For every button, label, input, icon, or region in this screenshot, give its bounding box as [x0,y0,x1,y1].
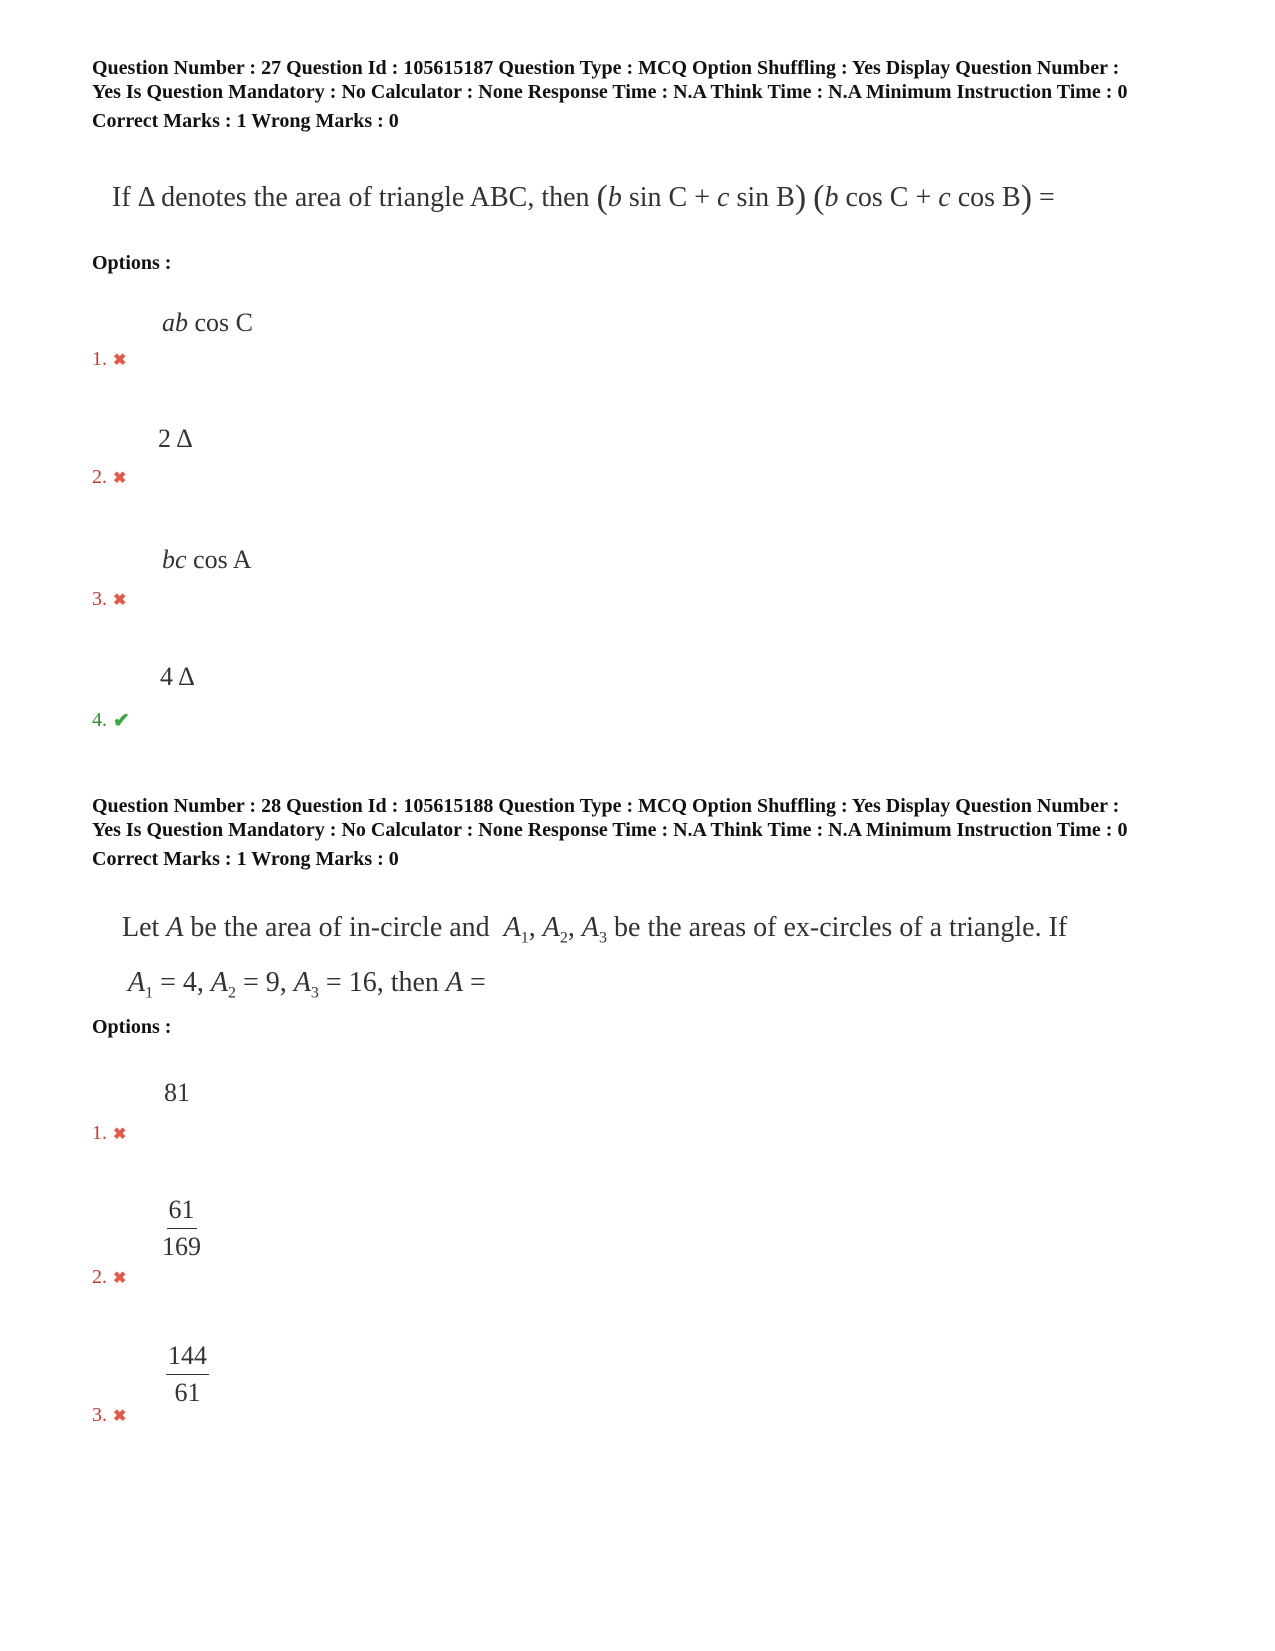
meta-line-3: Correct Marks : 1 Wrong Marks : 0 [92,848,399,870]
option-number: 2. [92,1266,107,1288]
q28-option-3[interactable] [92,1404,126,1427]
q27-option-4[interactable] [92,708,130,733]
option-number: 3. [92,1404,107,1426]
q28-option-2[interactable] [92,1266,126,1289]
fraction-numerator: 61 [167,1192,197,1229]
q28-option-3-value [166,1338,209,1411]
q27-option-4-value: 4 Δ [160,662,195,691]
question-28-line-2: $A_1 = 4$, $A_2 = 9$, $A_3 = 16$, then A = [128,966,486,1002]
question-27-options-label: Options : [92,252,172,274]
question-28-text [122,906,1067,1015]
fraction-denominator: 61 [174,1378,201,1407]
fraction-numerator: 144 [166,1338,209,1375]
q27-option-3[interactable] [92,588,126,611]
cross-icon: ✖ [113,591,127,609]
cross-icon: ✖ [113,469,127,487]
fraction-denominator: 169 [162,1232,201,1261]
question-27-text [112,176,1055,220]
option-number: 4. [92,709,107,731]
cross-icon: ✖ [113,351,127,369]
question-28-line-1: Let A be the area of in-circle and $A_1$, $A_2$, $A_3$ be the areas of ex-circles of a triangle. If [122,912,1068,947]
q27-option-3-value: bc cos A [162,545,252,574]
option-number: 3. [92,588,107,610]
q27-option-1-value: ab cos C [162,308,253,337]
q27-option-2-value: 2 Δ [158,424,193,453]
question-28-options-label: Options : [92,1016,172,1038]
meta-line-2: Yes Is Question Mandatory : No Calculator : None Response Time : N.A Think Time : N.A Minimum Instruction Time : 0 [92,819,1128,841]
meta-line-2: Yes Is Question Mandatory : No Calculator : None Response Time : N.A Think Time : N.A Minimum Instruction Time : 0 [92,81,1128,103]
check-icon: ✔ [113,710,130,732]
question-28-metadata [92,794,1202,871]
cross-icon: ✖ [113,1125,127,1143]
cross-icon: ✖ [113,1269,127,1287]
meta-line-1: Question Number : 27 Question Id : 105615187 Question Type : MCQ Option Shuffling : Yes Display Question Number : [92,57,1120,79]
q28-option-2-value [162,1192,201,1265]
question-27-metadata [92,56,1202,133]
option-number: 1. [92,348,107,370]
q27-option-2[interactable] [92,466,126,489]
q28-option-1-value: 81 [164,1078,190,1107]
question-27-expression: (b sin C + c sin B) (b cos C + c cos B) = [596,179,1055,216]
meta-line-3: Correct Marks : 1 Wrong Marks : 0 [92,110,399,132]
option-number: 2. [92,466,107,488]
q27-option-1[interactable] [92,348,126,371]
cross-icon: ✖ [113,1407,127,1425]
question-27-prefix: If Δ denotes the area of triangle ABC, then [112,182,590,213]
option-number: 1. [92,1122,107,1144]
q28-option-1[interactable] [92,1122,126,1145]
meta-line-1: Question Number : 28 Question Id : 105615188 Question Type : MCQ Option Shuffling : Yes Display Question Number : [92,795,1120,817]
